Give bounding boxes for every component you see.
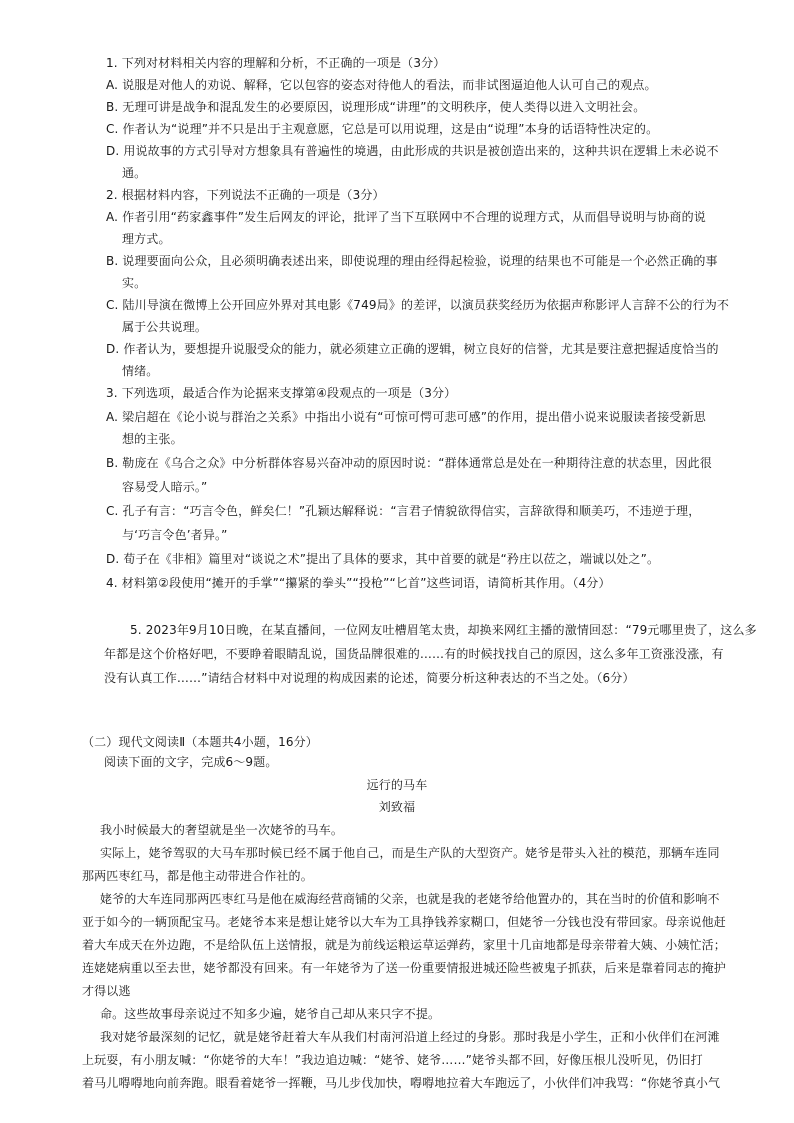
paragraph-2-line-2: 那两匹枣红马，都是他主动带进合作社的。 — [82, 869, 313, 883]
q1-option-a: A. 说服是对他人的劝说、解释，它以包容的姿态对待他人的看法，而非试图逼迫他人认可自己的观点。 — [106, 78, 657, 92]
paragraph-1: 我小时候最大的奢望就是坐一次姥爷的马车。 — [100, 823, 344, 837]
paragraph-4-line-2: 上玩耍，有小朋友喊：“你姥爷的大车！”我边追边喊：“姥爷、姥爷……”姥爷头都不回，好像压根儿没听见，仍旧打 — [82, 1053, 703, 1067]
article-author: 刘致福 — [378, 800, 416, 814]
q2-option-a: A. 作者引用“药家鑫事件”发生后网友的评论，批评了当下互联网中不合理的说理方式，从而倡导说明与协商的说 — [106, 210, 706, 224]
q2-option-b: B. 说理要面向公众，且必须明确表述出来，即使说理的理由经得起检验，说理的结果也不可能是一个必然正确的事 — [106, 254, 718, 268]
paragraph-3-line-3: 着大车成天在外边跑，不是给队伍上送情报，就是为前线运粮运草运弹药，家里十几亩地都是母亲带着大姨、小姨忙活； — [82, 938, 726, 952]
q3-option-b-cont: 容易受人暗示。” — [122, 480, 208, 494]
paragraph-3-line-4: 连姥姥病重以至去世，姥爷都没有回来。有一年姥爷为了送一份重要情报进城还险些被鬼子抓获，后来是靠着同志的掩护 — [82, 961, 726, 975]
q3-option-d: D. 荀子在《非相》篇里对“谈说之术”提出了具体的要求，其中首要的就是“矜庄以莅之，端诚以处之”。 — [106, 552, 660, 566]
q2-option-d: D. 作者认为，要想提升说服受众的能力，就必须建立正确的逻辑，树立良好的信誉，尤其是要注意把握适度恰当的 — [106, 342, 719, 356]
paragraph-4-line-1: 我对姥爷最深刻的记忆，就是姥爷赶着大车从我们村南河沿道上经过的身影。那时我是小学生，正和小伙伴们在河滩 — [100, 1030, 720, 1044]
q1-option-b: B. 无理可讲是战争和混乱发生的必要原因，说理形成“讲理”的文明秩序，使人类得以进入文明社会。 — [106, 100, 646, 114]
q3-option-b: B. 勒庞在《乌合之众》中分析群体容易兴奋冲动的原因时说：“群体通常总是处在一种期待注意的状态里，因此很 — [106, 456, 712, 470]
paragraph-4-line-3: 着马儿嘚嘚地向前奔跑。眼看着姥爷一挥鞭，马儿步伐加快，嘚嘚地拉着大车跑远了，小伙伴们冲我骂：“你姥爷真小气 — [82, 1076, 721, 1090]
q5-line-1: 5. 2023年9月10日晚，在某直播间，一位网友吐槽眉笔太贵，却换来网红主播的激情回怼：“79元哪里贵了，这么多 — [130, 623, 757, 637]
paragraph-3-line-6: 命。这些故事母亲说过不知多少遍，姥爷自己却从来只字不提。 — [100, 1007, 441, 1021]
q3-stem: 3. 下列选项，最适合作为论据来支撑第④段观点的一项是（3分） — [106, 386, 457, 400]
paragraph-3-line-5: 才得以逃 — [82, 984, 131, 998]
q2-option-c: C. 陆川导演在微博上公开回应外界对其电影《749局》的差评，以演员获奖经历为依据声称影评人言辞不公的行为不 — [106, 298, 730, 312]
q2-option-a-cont: 理方式。 — [122, 232, 171, 246]
paragraph-3-line-2: 亚于如今的一辆顶配宝马。老姥爷本来是想让姥爷以大车为工具挣钱养家糊口，但姥爷一分钱也没有带回家。母亲说他赶 — [82, 915, 726, 929]
q1-option-d-cont: 通。 — [122, 166, 147, 180]
q3-option-c: C. 孔子有言：“巧言令色，鲜矣仁！”孔颖达解释说：“言君子情貌欲得信实，言辞欲得和顺美巧，不违逆于理， — [106, 504, 701, 518]
q1-option-c: C. 作者认为“说理”并不只是出于主观意愿，它总是可以用说理，这是由“说理”本身的话语特性决定的。 — [106, 122, 659, 136]
section-header: （二）现代文阅读Ⅱ（本题共4小题，16分） — [82, 735, 318, 749]
article-title: 远行的马车 — [366, 778, 428, 792]
section-instruction: 阅读下面的文字，完成6～9题。 — [104, 755, 278, 769]
q2-option-d-cont: 情绪。 — [122, 364, 159, 378]
paragraph-3-line-1: 姥爷的大车连同那两匹枣红马是他在威海经营商铺的父亲，也就是我的老姥爷给他置办的，其在当时的价值和影响不 — [100, 892, 720, 906]
q1-option-d: D. 用说故事的方式引导对方想象具有普遍性的境遇，由此形成的共识是被创造出来的，这种共识在逻辑上未必说不 — [106, 144, 719, 158]
paragraph-2-line-1: 实际上，姥爷驾驭的大马车那时候已经不属于他自己，而是生产队的大型资产。姥爷是带头入社的模范，那辆车连同 — [100, 846, 720, 860]
q3-option-a-cont: 想的主张。 — [122, 432, 183, 446]
q3-option-a: A. 梁启超在《论小说与群治之关系》中指出小说有“可惊可愕可悲可感”的作用，提出借小说来说服读者接受新思 — [106, 410, 706, 424]
q5-line-3: 没有认真工作……”请结合材料中对说理的构成因素的论述，简要分析这种表达的不当之处。（6分） — [104, 671, 635, 685]
q2-option-b-cont: 实。 — [122, 276, 147, 290]
q1-stem: 1. 下列对材料相关内容的理解和分析，不正确的一项是（3分） — [106, 56, 446, 70]
q3-option-c-cont: 与‘巧言令色’者异。” — [122, 528, 228, 542]
q2-stem-text: 2. 根据材料内容，下列说法不正确的一项是（3分） — [106, 188, 385, 202]
q4-stem: 4. 材料第②段使用“摊开的手掌”“攥紧的拳头”“投枪”“匕首”这些词语，请简析其作用。（4分） — [106, 576, 611, 590]
q2-option-c-cont: 属于公共说理。 — [122, 320, 208, 334]
q5-line-2: 年都是这个价格好吧，不要睁着眼睛乱说，国货品牌很难的……有的时候找找自己的原因，这么多年工资涨没涨，有 — [104, 647, 724, 661]
